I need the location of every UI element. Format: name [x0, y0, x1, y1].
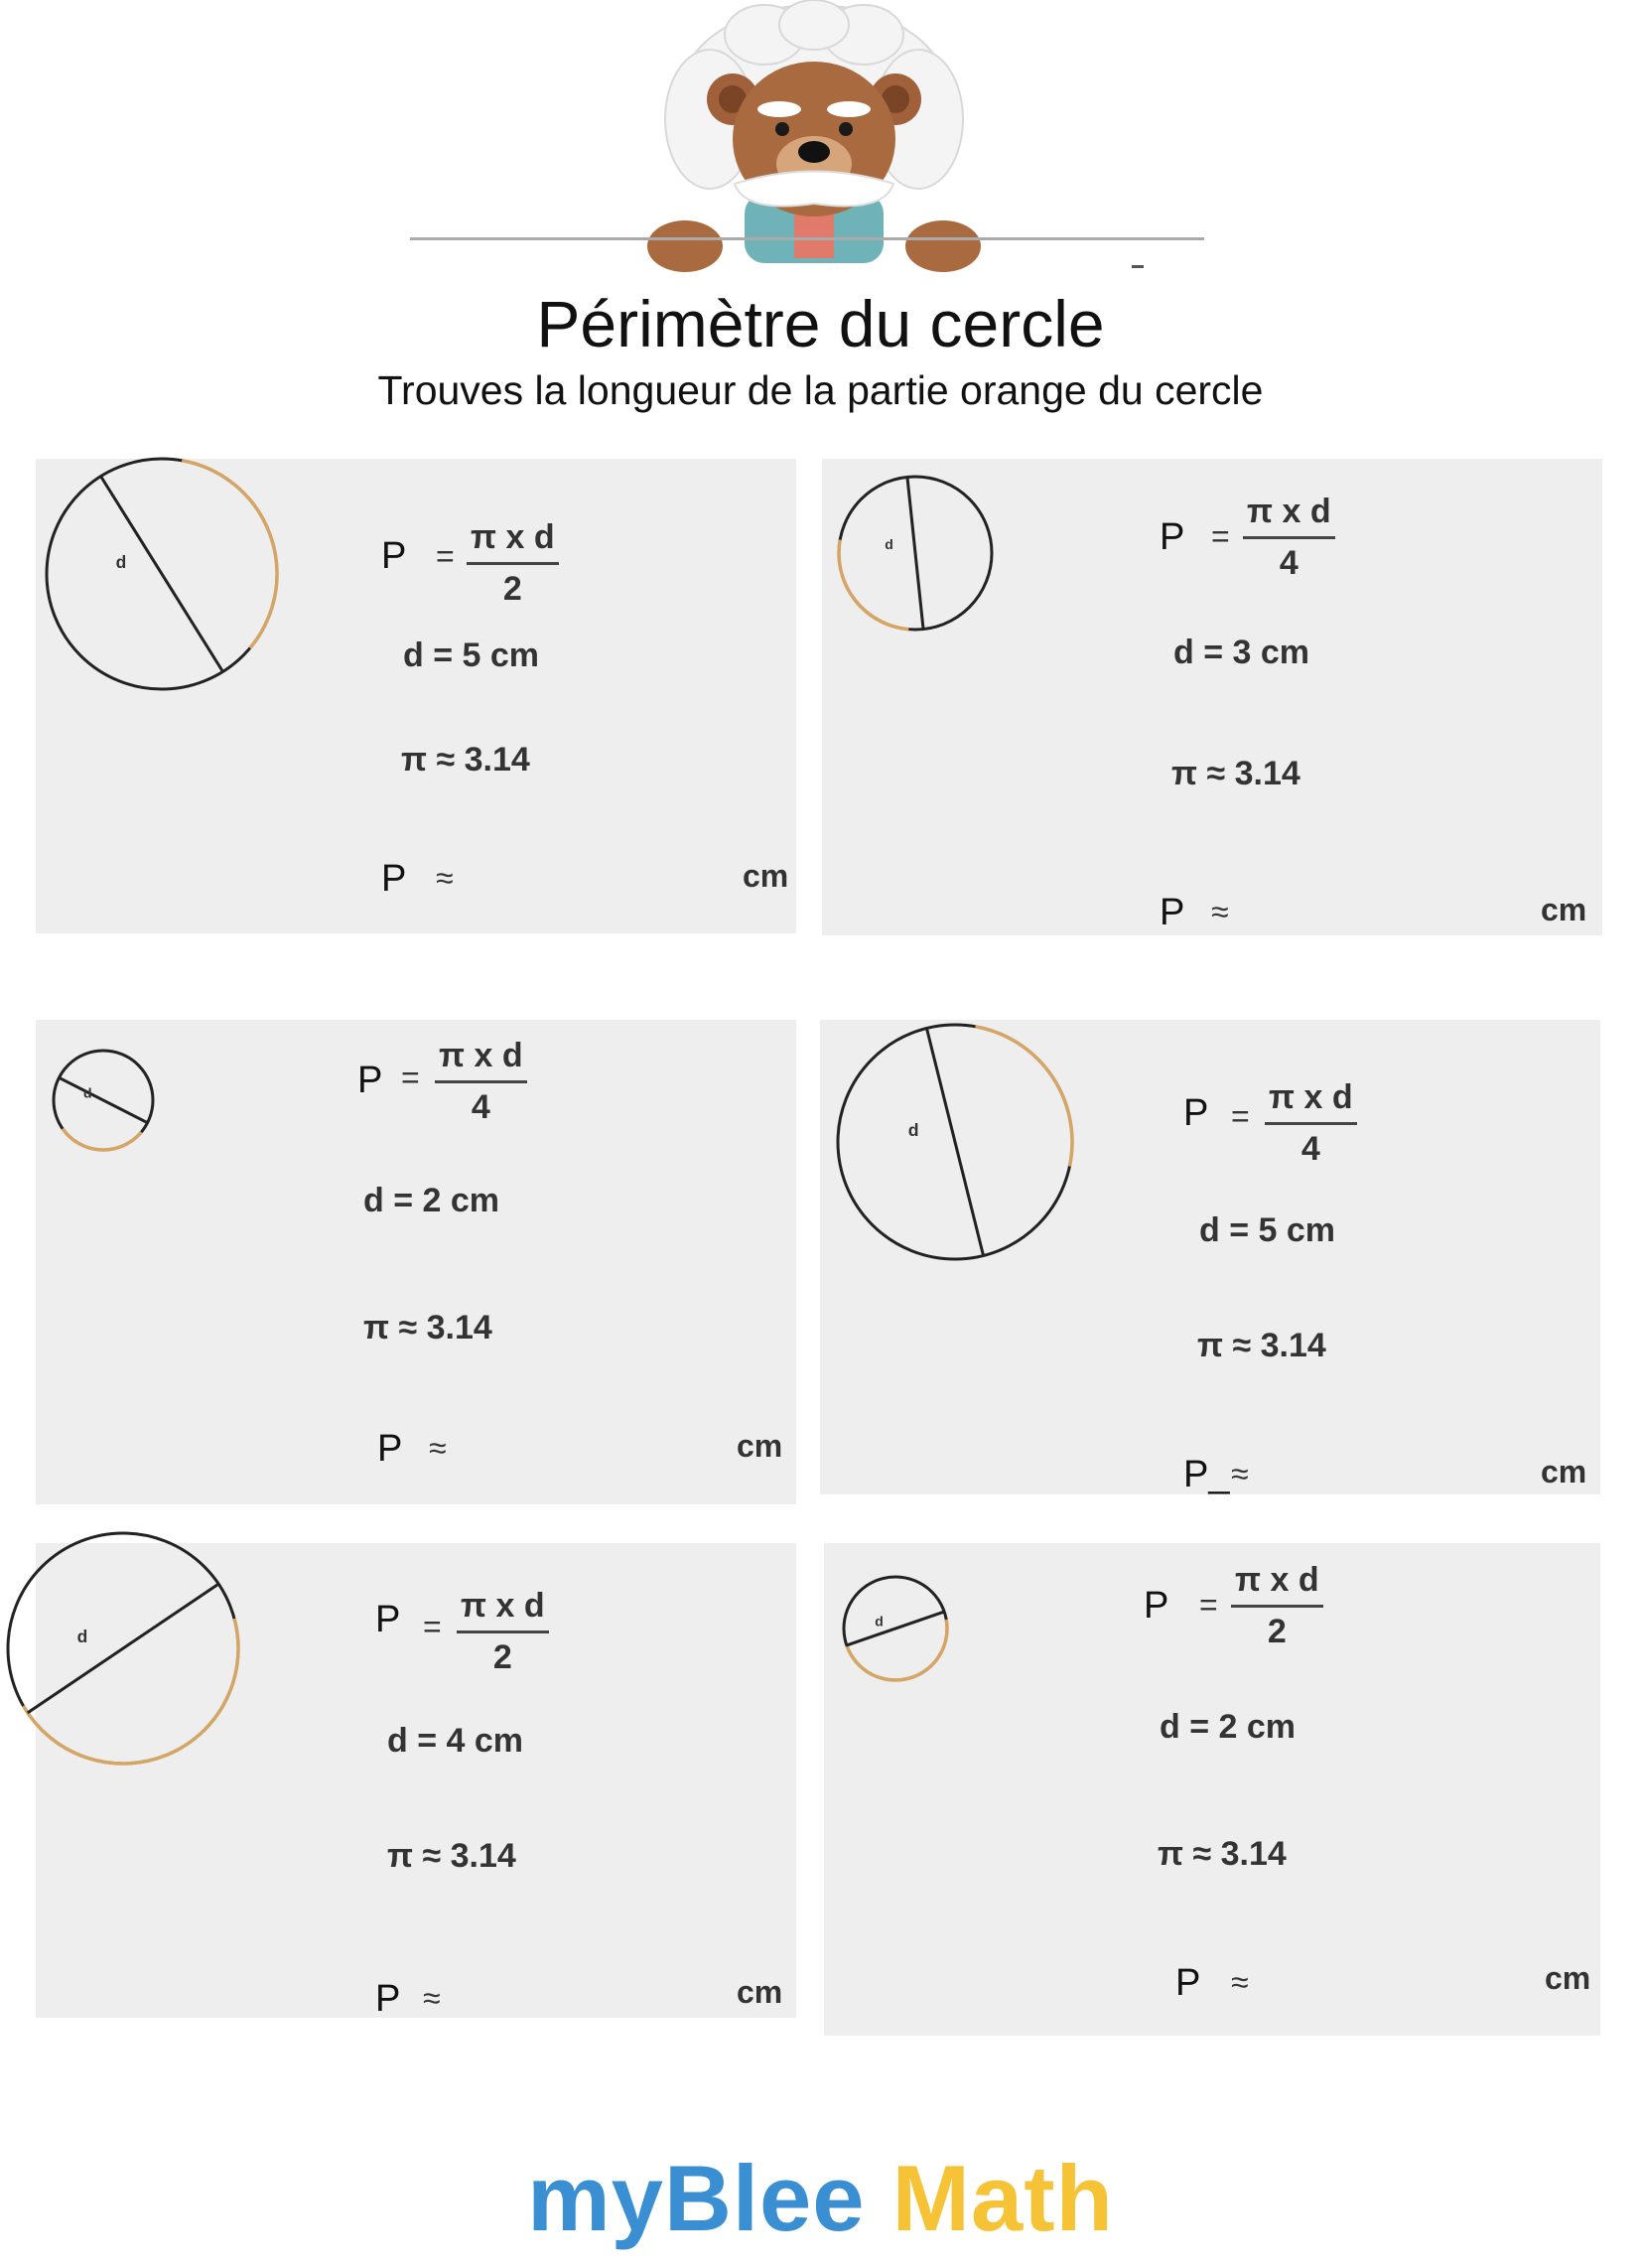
- diameter-value: d = 5 cm: [403, 637, 540, 674]
- page-title: Périmètre du cercle: [536, 287, 1105, 360]
- diameter-label: d: [875, 1613, 884, 1630]
- formula-p-label: P: [381, 535, 407, 577]
- formula-equals: =: [1211, 518, 1230, 554]
- pi-approximation: π ≈ 3.14: [1171, 755, 1300, 792]
- diameter-label: d: [76, 1627, 88, 1647]
- pi-approximation: π ≈ 3.14: [1158, 1835, 1287, 1873]
- answer-unit: cm: [743, 858, 789, 894]
- formula-p-label: P: [375, 1599, 401, 1640]
- fraction-denominator: 2: [1267, 1613, 1287, 1650]
- answer-unit: cm: [1541, 1454, 1587, 1489]
- answer-approx-sign: ≈: [1211, 894, 1229, 929]
- formula-p-label: P: [357, 1060, 383, 1101]
- formula-equals: =: [436, 538, 455, 574]
- fraction-numerator: π x d: [461, 1587, 545, 1625]
- formula-equals: =: [423, 1609, 442, 1644]
- formula-p-label: P: [1183, 1092, 1209, 1134]
- page-subtitle: Trouves la longueur de la partie orange du cercle: [377, 367, 1264, 413]
- fraction-denominator: 4: [1300, 1130, 1320, 1168]
- answer-approx-sign: ≈: [436, 860, 454, 896]
- answer-unit: cm: [1541, 892, 1587, 927]
- diameter-label: d: [885, 536, 893, 553]
- diameter-value: d = 4 cm: [387, 1722, 524, 1760]
- fraction-bar: [1231, 1605, 1323, 1608]
- myblee-math-logo: [0, 2145, 1641, 2252]
- fraction-denominator: 2: [502, 570, 522, 608]
- fraction-denominator: 4: [1279, 544, 1299, 582]
- diameter-value: d = 5 cm: [1199, 1211, 1336, 1249]
- fraction-numerator: π x d: [1247, 493, 1331, 530]
- diameter-line: [847, 1612, 944, 1645]
- answer-unit: cm: [737, 1974, 783, 2010]
- fraction-numerator: π x d: [471, 518, 555, 556]
- diameter-label: d: [115, 552, 127, 573]
- pi-approximation: π ≈ 3.14: [401, 741, 530, 779]
- answer-p-label: P: [375, 1978, 401, 2020]
- formula-p-label: P: [1144, 1585, 1169, 1627]
- logo-myblee-text: myBlee: [527, 2146, 866, 2250]
- answer-p-label: P_: [1183, 1454, 1230, 1495]
- formula-equals: =: [1199, 1587, 1218, 1623]
- diameter-label: d: [907, 1120, 919, 1141]
- diameter-value: d = 2 cm: [1160, 1708, 1297, 1746]
- formula-equals: =: [401, 1060, 420, 1095]
- pi-approximation: π ≈ 3.14: [387, 1837, 516, 1875]
- pi-approximation: π ≈ 3.14: [363, 1309, 492, 1347]
- fraction-denominator: 2: [492, 1638, 512, 1676]
- fraction-numerator: π x d: [1235, 1561, 1319, 1599]
- answer-approx-sign: ≈: [429, 1430, 447, 1466]
- formula-fraction: [1231, 1561, 1323, 1651]
- formula-p-label: P: [1160, 516, 1185, 558]
- answer-p-label: P: [1160, 892, 1185, 933]
- answer-approx-sign: ≈: [1231, 1964, 1249, 2000]
- fraction-denominator: 4: [471, 1088, 490, 1126]
- pi-approximation: π ≈ 3.14: [1197, 1327, 1326, 1364]
- answer-approx-sign: ≈: [423, 1980, 441, 2016]
- answer-p-label: P: [1175, 1962, 1201, 2004]
- answer-approx-sign: ≈: [1231, 1456, 1249, 1491]
- fraction-numerator: π x d: [439, 1037, 523, 1074]
- diameter-value: d = 2 cm: [363, 1182, 500, 1219]
- logo-math-text: Math: [865, 2146, 1114, 2250]
- formula-equals: =: [1231, 1098, 1250, 1134]
- answer-unit: cm: [737, 1428, 783, 1464]
- answer-p-label: P: [381, 858, 407, 900]
- answer-unit: cm: [1545, 1960, 1591, 1996]
- diameter-value: d = 3 cm: [1173, 634, 1310, 671]
- fraction-numerator: π x d: [1269, 1078, 1353, 1116]
- answer-p-label: P: [377, 1428, 403, 1470]
- diameter-label: d: [83, 1084, 92, 1101]
